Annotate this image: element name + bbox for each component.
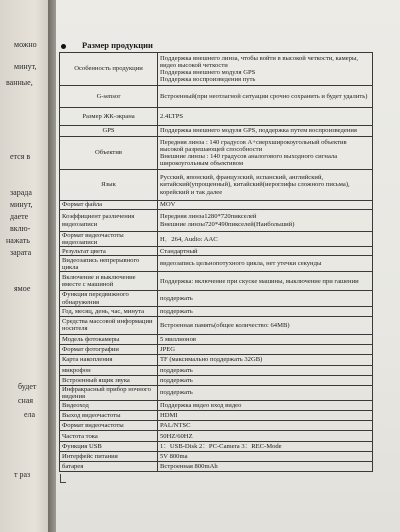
spec-value: поддержать	[158, 306, 373, 316]
prev-page-text: сная	[18, 396, 34, 405]
spec-label: Карта накопления	[60, 354, 158, 365]
spec-value: Русский, японский, французский, испанский, английский, китайский(упрощенный), китайский(иероглифы сложного письма), корейский и так далее	[158, 170, 373, 201]
spec-value: Передняя линза1280*720пикселей Внешние линзы720*490пикселей(Наибольший)	[158, 210, 373, 232]
spec-label: Видеозапись непрерывного цикла	[60, 256, 158, 272]
table-row	[60, 421, 373, 431]
section-heading	[61, 40, 153, 50]
spec-label: Размер ЖК-экрана	[60, 108, 158, 126]
spec-label: Частота тока	[60, 431, 158, 442]
spec-value: 5 миллионов	[158, 334, 373, 344]
spec-label: Язык	[60, 170, 158, 201]
spec-value: TF (максимально поддержать 32GB)	[158, 354, 373, 365]
bullet-icon	[61, 44, 66, 49]
table-row	[60, 272, 373, 291]
spec-label: Включение и выключение вместе с машиной	[60, 272, 158, 291]
table-row	[60, 365, 373, 375]
spec-value: 50HZ/60HZ	[158, 431, 373, 442]
prev-page-text: нажать	[6, 236, 30, 245]
spec-value: Встроенный(при неотлагной ситуации срочно сохранить и будет удалить)	[158, 86, 373, 108]
table-row	[60, 431, 373, 442]
spec-label: Средства массовой информации носителя	[60, 316, 158, 334]
spec-label: Коэффициент различения видеозаписи	[60, 210, 158, 232]
spec-value: поддержать	[158, 291, 373, 306]
prev-page-text: будет	[18, 382, 37, 391]
spec-value: Поддержка: включение при скуске машины, выключение при гашении	[158, 272, 373, 291]
spec-label: микрофон	[60, 365, 158, 375]
spec-label: Видеоход	[60, 401, 158, 411]
spec-value: Передняя линза : 140 градусов A+сверхширокоугольный объектив высокой разрешающей способности Внешние линзы : 140 градусов аналогового выходного сигнала широкоугольным объективом	[158, 137, 373, 170]
table-row	[60, 137, 373, 170]
spec-label: GPS	[60, 126, 158, 137]
prev-page-text: даете	[10, 212, 29, 221]
spec-value: Встроенная память(общее количество: 64MB)	[158, 316, 373, 334]
spec-label: батарея	[60, 462, 158, 472]
table-row	[60, 256, 373, 272]
spec-label: Функция передвижного обнаружения	[60, 291, 158, 306]
spec-label: Функция USB	[60, 442, 158, 452]
table-row	[60, 201, 373, 210]
spec-value: поддержать	[158, 375, 373, 385]
table-row	[60, 291, 373, 306]
spec-table	[59, 52, 373, 472]
prev-page-text: ется в	[10, 152, 31, 161]
spec-label: Модель фотокамеры	[60, 334, 158, 344]
table-row	[60, 247, 373, 256]
table-row	[60, 306, 373, 316]
prev-page-text: зарада	[10, 188, 32, 197]
spec-label: G-sensor	[60, 86, 158, 108]
table-row	[60, 385, 373, 400]
table-row	[60, 53, 373, 86]
spec-label: Инфракрасный прибор ночного видения	[60, 385, 158, 400]
spec-value: поддержать	[158, 365, 373, 375]
spec-value: JPEG	[158, 344, 373, 354]
spec-label: Особенность продукции	[60, 53, 158, 86]
spec-label: Выход видеочастоты	[60, 411, 158, 421]
spec-label: Формат файла	[60, 201, 158, 210]
prev-page-text: ела	[24, 410, 36, 419]
prev-page-text: можно	[14, 40, 37, 49]
prev-page-text: ямое	[14, 284, 31, 293]
spec-value: PAL/NTSC	[158, 421, 373, 431]
spec-value: 1：USB-Disk 2：PC-Camera 3：REC-Mode	[158, 442, 373, 452]
spec-value: Стандартный	[158, 247, 373, 256]
spec-label: Год, месяц, день, час, минута	[60, 306, 158, 316]
spec-value: Встроенная 800mAh	[158, 462, 373, 472]
table-row	[60, 334, 373, 344]
spec-label: Интерфейс питания	[60, 452, 158, 462]
table-row	[60, 354, 373, 365]
table-row	[60, 170, 373, 201]
spec-value: Поддержка внешнего линза, чтобы войти в высокой четкости, камеры, видео высокой четкости Поддержка внешнего модуля GPS Поддержка воспроизведения путь	[158, 53, 373, 86]
spec-label: Встроенный ящик звука	[60, 375, 158, 385]
table-row	[60, 86, 373, 108]
prev-page-text: минут,	[14, 62, 37, 71]
table-row	[60, 452, 373, 462]
table-row	[60, 375, 373, 385]
section-title: Размер продукции	[82, 40, 153, 50]
spec-label: Формат фотографии	[60, 344, 158, 354]
spec-label: Формат видеочастоты	[60, 421, 158, 431]
table-row	[60, 210, 373, 232]
table-row	[60, 232, 373, 247]
spec-label: Формат видеочастоты видеозаписи	[60, 232, 158, 247]
prev-page-text: зарата	[10, 248, 32, 257]
previous-page-edge	[0, 0, 50, 532]
prev-page-text: ванные,	[6, 78, 33, 87]
page-corner-mark	[60, 474, 66, 483]
spec-value: Поддержка внешнего модуля GPS, поддержка путем воспроизведения	[158, 126, 373, 137]
spec-value: H．264, Audio: AAC	[158, 232, 373, 247]
spec-value: Поддержка видео вход видео	[158, 401, 373, 411]
prev-page-text: вклю-	[10, 224, 31, 233]
table-row	[60, 442, 373, 452]
prev-page-text: минут,	[10, 200, 33, 209]
spec-value: видеозапись цельнопотухного цикла, нет утечки секунды	[158, 256, 373, 272]
table-row	[60, 108, 373, 126]
spec-value: 5V 800ma	[158, 452, 373, 462]
document-page	[56, 0, 400, 532]
table-row	[60, 344, 373, 354]
table-row	[60, 316, 373, 334]
spec-label: Результат цвета	[60, 247, 158, 256]
spec-label: Объектив	[60, 137, 158, 170]
table-row	[60, 411, 373, 421]
spec-value: поддержать	[158, 385, 373, 400]
spec-value: MOV	[158, 201, 373, 210]
spec-value: HDMI	[158, 411, 373, 421]
table-row	[60, 401, 373, 411]
table-row	[60, 462, 373, 472]
prev-page-text: т раз	[14, 470, 31, 479]
spec-value: 2.4LTPS	[158, 108, 373, 126]
table-row	[60, 126, 373, 137]
